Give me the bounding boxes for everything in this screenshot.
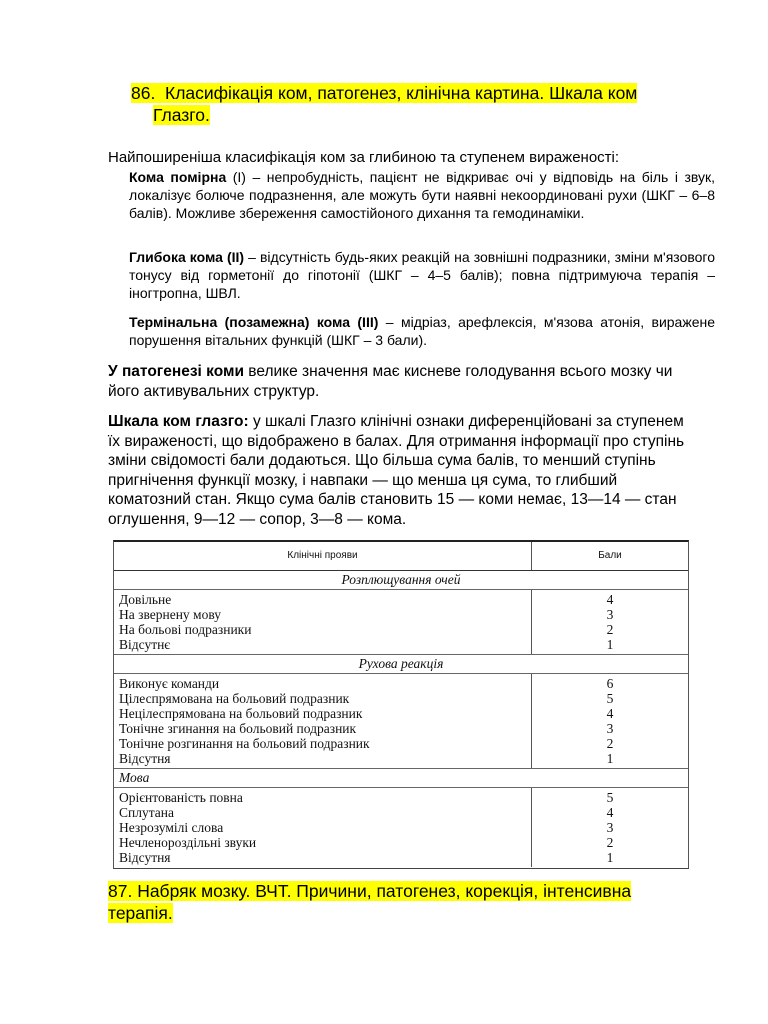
heading-87-line2: терапія. [108, 903, 173, 923]
glasgow-coma-scale-table [113, 540, 689, 869]
table-row-score: 1 [606, 751, 614, 766]
coma-deep-title: Глибока кома (II) [129, 249, 245, 265]
table-row-label: Сплутана [119, 805, 174, 820]
table-row-score: 1 [606, 850, 614, 865]
table-row-score: 5 [606, 790, 614, 805]
table-row-label: Виконує команди [119, 676, 220, 691]
table-row-label: Довільне [119, 592, 172, 607]
heading-86-line1: Класифікація ком, патогенез, клінічна картина. Шкала ком [165, 83, 638, 103]
table-row-score: 6 [606, 676, 614, 691]
column-header-points: Бали [598, 550, 622, 561]
section-title-eyes: Розплющування очей [114, 571, 688, 590]
coma-deep [129, 248, 715, 302]
pathogenesis-paragraph [108, 362, 700, 401]
coma-moderate-title: Кома помірна [129, 169, 227, 185]
section-verbal [114, 788, 688, 867]
column-header-signs: Клінічні прояви [114, 542, 532, 570]
table-row-score: 4 [606, 706, 614, 721]
table-row-score: 3 [606, 607, 614, 622]
coma-moderate [129, 168, 715, 222]
table-row-label: Незрозумілі слова [119, 820, 224, 835]
coma-terminal-title: Термінальна (позамежна) кома (III) [129, 314, 379, 330]
heading-86-number: 86. [131, 83, 156, 103]
coma-moderate-text: (I) – непробудність, пацієнт не відкриває очі у відповідь на біль і звук, локалізує болюче подразнення, але можуть бути наявні некоординовані рухи (ШКГ – 6–8 балів). Можливе збереження самостійоного дихання та гемодинаміки. [129, 169, 716, 221]
table-row-label: На больові подразники [119, 622, 252, 637]
table-row-score: 2 [606, 622, 614, 637]
table-row-score: 3 [606, 820, 614, 835]
table-row-score: 4 [606, 805, 614, 820]
heading-87 [108, 880, 708, 924]
table-row-label: Нечленороздільні звуки [119, 835, 257, 850]
heading-87-line1: 87. Набряк мозку. ВЧТ. Причини, патогенез, корекція, інтенсивна [108, 881, 632, 901]
glasgow-text: у шкалі Глазго клінічні ознаки диференційовані за ступенем їх вираженості, що відображено в балах. Для отримання інформації про ступінь зміни свідомості бали додаються. Що більша сума балів, то менший ступінь пригнічення функції мозку, і навпаки — що менша ця сума, то глибший коматозний стан. Якщо сума балів становить 15 — коми немає, 13—14 — стан оглушення, 9—12 — сопор, 3—8 — кома. [108, 413, 685, 528]
glasgow-title: Шкала ком глазго: [108, 413, 249, 430]
table-row-label: Нецілеспрямована на больовий подразник [119, 706, 363, 721]
section-eyes [114, 590, 688, 654]
pathogenesis-text: велике значення має кисневе голодування всього мозку чи його активувальних структур. [108, 363, 673, 400]
table-row-score: 5 [606, 691, 614, 706]
table-row-label: Тонічне згинання на больовий подразник [119, 721, 357, 736]
table-row-label: Відсутня [119, 751, 171, 766]
classification-intro: Найпоширеніша класифікація ком за глибиною та ступенем вираженості: [108, 149, 620, 166]
table-row-label: Відсутня [119, 850, 171, 865]
table-row-score: 2 [606, 736, 614, 751]
table-row-score: 3 [606, 721, 614, 736]
section-title-verbal: Мова [114, 768, 688, 788]
table-row-label: Орієнтованість повна [119, 790, 243, 805]
coma-deep-text: – відсутність будь-яких реакцій на зовнішні подразники, зміни м'язового тонусу від горметонії до гіпотонії (ШКГ – 4–5 балів); повна підтримуюча терапія – іногтропна, ШВЛ. [129, 249, 716, 301]
table-row-score: 4 [606, 592, 614, 607]
table-row-score: 1 [606, 637, 614, 652]
table-row-label: Цілеспрямована на больовий подразник [119, 691, 350, 706]
heading-86 [131, 82, 691, 126]
table-row-label: Тонічне розгинання на больовий подразник [119, 736, 370, 751]
section-motor [114, 674, 688, 768]
table-row-score: 2 [606, 835, 614, 850]
section-title-motor: Рухова реакція [114, 654, 688, 674]
pathogenesis-title: У патогенезі коми [108, 363, 244, 380]
coma-terminal-text: – мідріаз, арефлексія, м'язова атонія, виражене порушення вітальних функцій (ШКГ – 3 бали). [129, 314, 716, 348]
glasgow-paragraph [108, 412, 700, 529]
table-row-label: Відсутнє [119, 637, 171, 652]
coma-terminal [129, 313, 715, 349]
heading-86-line2: Глазго. [153, 105, 210, 125]
table-header [114, 542, 688, 571]
table-row-label: На звернену мову [119, 607, 222, 622]
